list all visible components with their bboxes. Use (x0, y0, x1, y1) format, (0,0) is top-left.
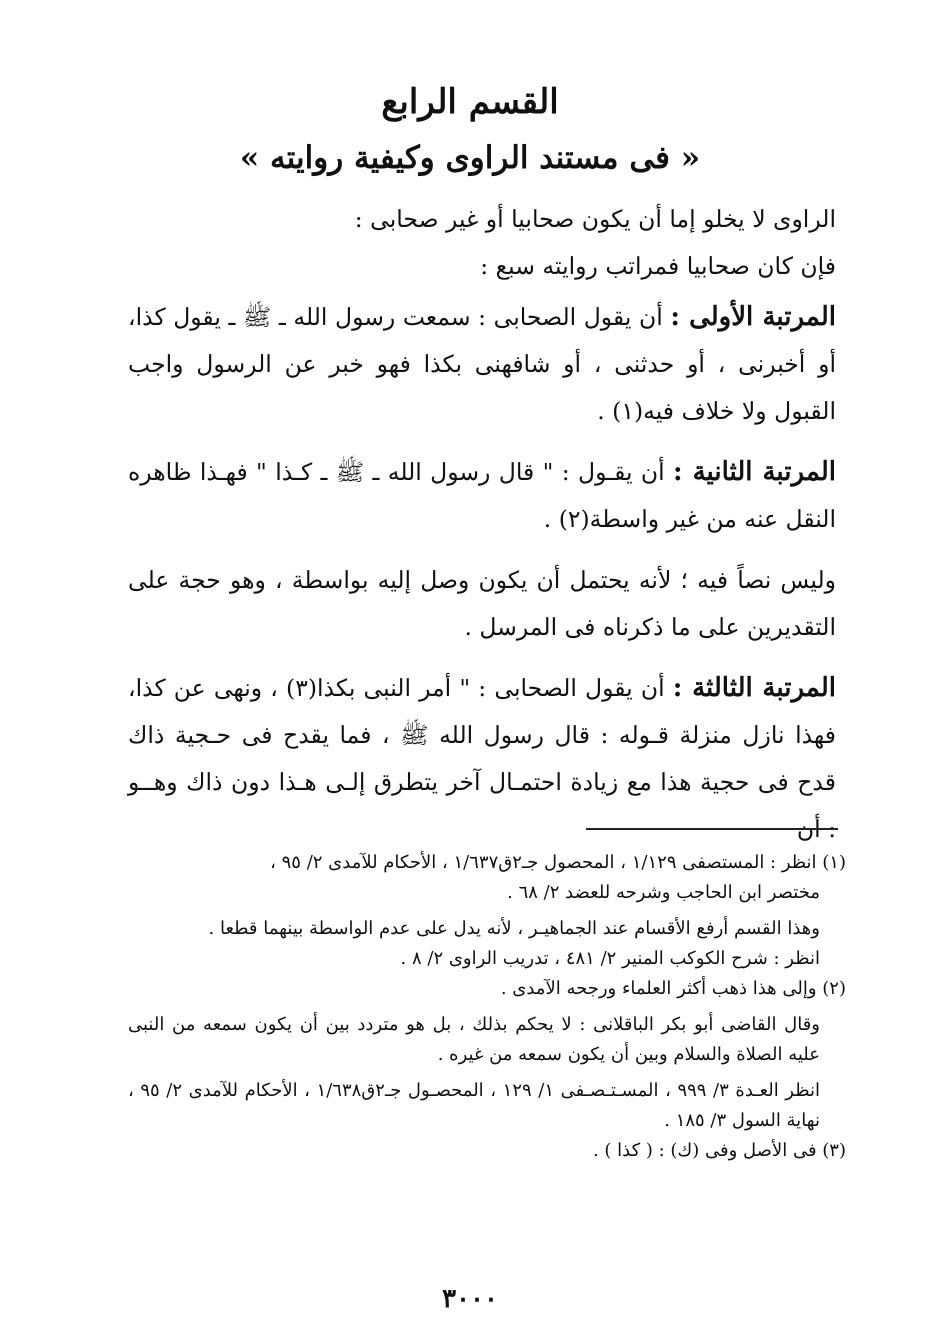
footnote-2-line-3: انظر العـدة ٣/ ٩٩٩ ، المسـتـصـفى ١/ ١٢٩ ، المحصـول جـ٢ق١/٦٣٨ ، الأحكام للآمدى ٢/ ٩٥ ، نهاية السول ٣/ ١٨٥ . (128, 1080, 820, 1131)
section-subtitle: « فى مستند الراوى وكيفية روايته » (239, 140, 701, 176)
footnote-3: (٣) فى الأصل وفى (ك) : ( كذا ) . (592, 1140, 846, 1161)
main-text (128, 196, 836, 853)
rank-1-label: المرتبة الأولى : (670, 302, 836, 332)
paragraph-not-explicit: وليس نصاً فيه ؛ لأنه يحتمل أن يكون وصل إليه بواسطة ، وهو حجة على التقديرين على ما ذكرناه فى المرسل . (128, 566, 836, 641)
footnotes (128, 848, 846, 1166)
footnote-2-line-1: (٢) وإلى هذا ذهب أكثر العلماء ورجحه الآمدى . (500, 978, 846, 999)
rank-2-label: المرتبة الثانية : (673, 457, 836, 487)
footnote-1-line-1: (١) انظر : المستصفى ١/١٢٩ ، المحصول جـ٢ق١/٦٣٧ ، الأحكام للآمدى ٢/ ٩٥ ، (270, 852, 846, 873)
intro-line-2: فإن كان صحابيا فمراتب روايته سبع : (480, 252, 836, 280)
intro-line-1: الراوى لا يخلو إما أن يكون صحابيا أو غير صحابى : (354, 205, 836, 233)
footnote-2-line-2: وقال القاضى أبو بكر الباقلانى : لا يحكم بذلك ، بل هو متردد بين أن يكون سمعه من النبى عليه الصلاة والسلام وبين أن يكون سمعه من غيره . (128, 1014, 820, 1065)
rank-3-paragraph (128, 665, 836, 853)
rank-1-paragraph (128, 294, 836, 435)
footnote-divider (586, 828, 838, 830)
rank-3-text: أن يقول الصحابى : " أمر النبى بكذا(٣) ، ونهى عن كذا، فهذا نازل منزلة قـوله : قال رسول الله ﷺ ، فما يقدح فى حـجية ذاك قدح فى حجية هذا مع زيادة احتمـال آخر يتطرق إلـى هـذا دون ذاك وهــو : أن (128, 674, 836, 843)
footnote-1-line-4: انظر : شرح الكوكب المنير ٢/ ٤٨١ ، تدريب الراوى ٢/ ٨ . (400, 948, 820, 969)
footnote-1-line-3: وهذا القسم أرفع الأقسام عند الجماهيـر ، لأنه يدل على عدم الواسطة بينهما قطعا . (208, 918, 820, 939)
rank-1-text: أن يقول الصحابى : سمعت رسول الله ـ ﷺ ـ يقول كذا، أو أخبرنى ، أو حدثنى ، أو شافهنى بكذا فهو خبر عن الرسول واجب القبول ولا خلاف فيه(١) . (128, 303, 836, 425)
section-title: القسم الرابع (381, 82, 559, 122)
rank-3-label: المرتبة الثالثة : (672, 673, 836, 703)
page-number: ٣٠٠٠ (442, 1284, 498, 1314)
rank-2-paragraph (128, 449, 836, 543)
footnote-1-line-2: مختصر ابن الحاجب وشرحه للعضد ٢/ ٦٨ . (507, 882, 820, 903)
rank-2-text: أن يقـول : " قال رسول الله ـ ﷺ ـ كـذا " فهـذا ظاهره النقل عنه من غير واسطة(٢) . (128, 458, 836, 533)
